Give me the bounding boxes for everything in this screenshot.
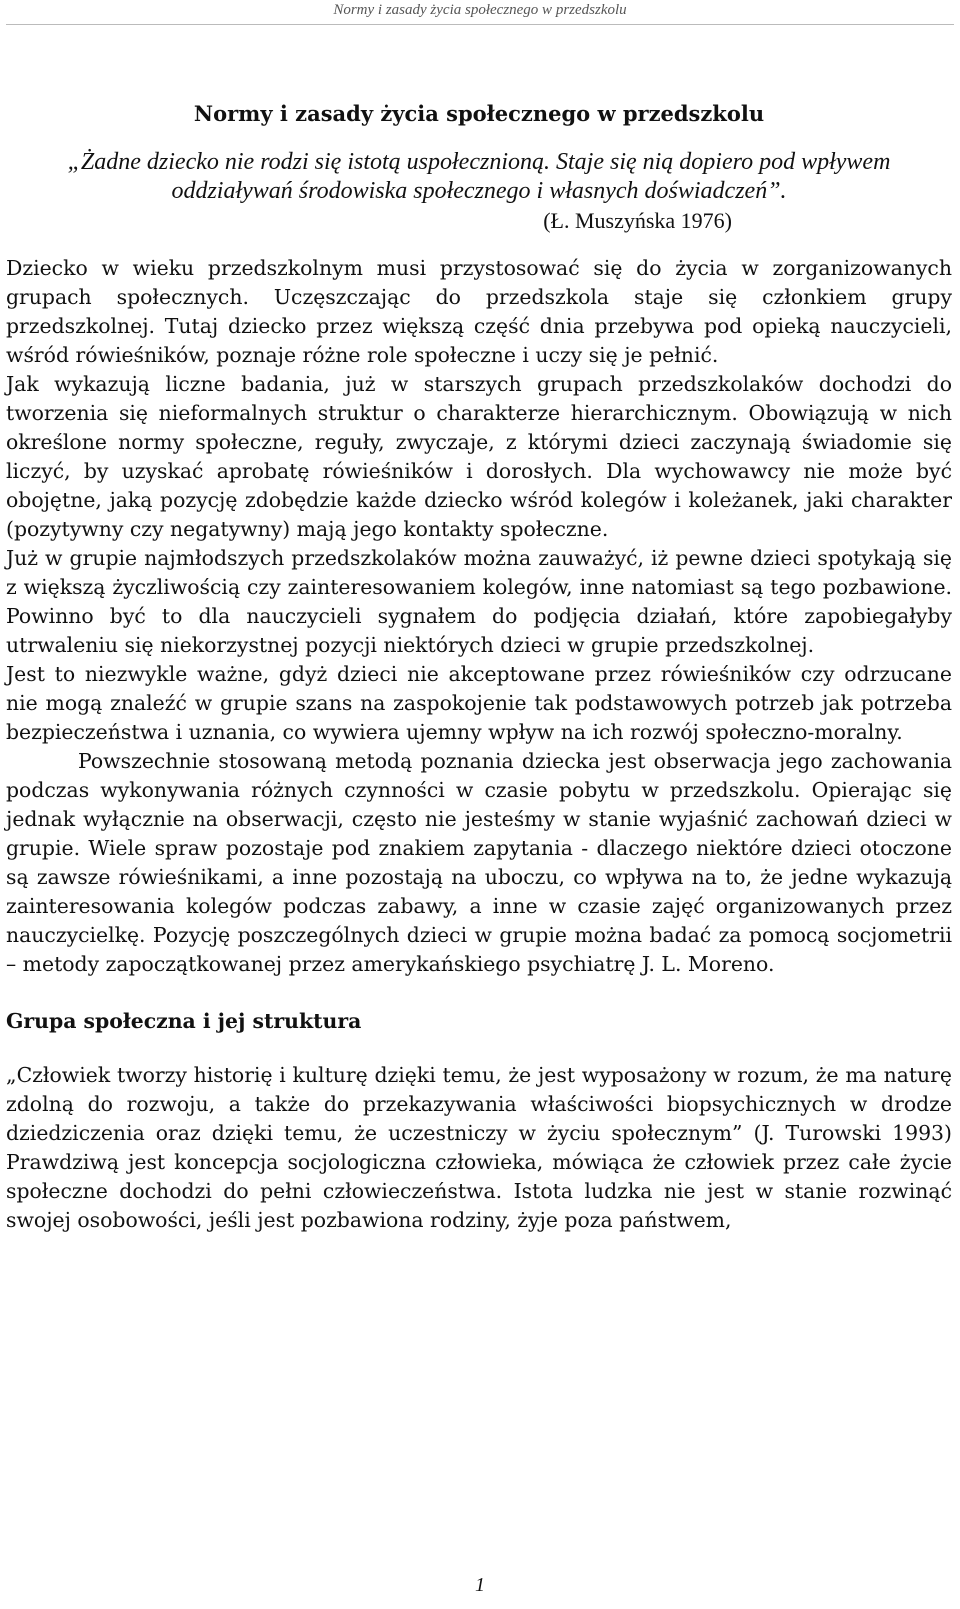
document-title: Normy i zasady życia społecznego w przedszkolu: [193, 101, 765, 126]
paragraph-observation: Powszechnie stosowaną metodą poznania dziecka jest obserwacja jego zachowania podczas wykonywania różnych czynności w czasie pobytu w przedszkolu. Opierając się jednak wyłącznie na obserwacji, często nie jesteśmy w stanie wyjaśnić zachowań dzieci w grupie. Wiele spraw pozostaje pod znakiem zapytania - dlaczego niektóre dzieci otoczone są zawsze rówieśnikami, a inne pozostają na uboczu, co wpływa na to, że jedne wykazują zainteresowania kolegów podczas zabawy, a inne w czasie zajęć organizowanych przez nauczycielkę. Pozycję poszczególnych dzieci w grupie można badać za pomocą socjometrii – metody zapoczątkowanej przez amerykańskiego psychiatrę J. L. Moreno.: [6, 749, 952, 976]
page-number: 1: [475, 1574, 485, 1596]
paragraph-research: Jak wykazują liczne badania, już w starszych grupach przedszkolaków dochodzi do tworzenia się nieformalnych struktur o charakterze hierarchicznym. Obowiązują w nich określone normy społeczne, reguły, zwyczaje, z którymi dzieci zaczynają świadomie się liczyć, by uzyskać aprobatę rówieśników i dorosłych. Dla wychowawcy nie może być obojętne, jaką pozycję zdobędzie każde dziecko wśród kolegów i koleżanek, jaki charakter (pozytywny czy negatywny) mają jego kontakty społeczne.: [6, 372, 952, 541]
section-heading: Grupa społeczna i jej struktura: [6, 1009, 362, 1033]
paragraph-section: „Człowiek tworzy historię i kulturę dzięki temu, że jest wyposażony w rozum, że ma naturę zdolną do rozwoju, a także do przekazywania właściwości biopsychicznych w drodze dziedziczenia oraz dzięki temu, że uczestniczy w życiu społecznym” (J. Turowski 1993) Prawdziwą jest koncepcja socjologiczna człowieka, mówiąca że człowiek przez całe życie społeczne dochodzi do pełni człowieczeństwa. Istota ludzka nie jest w stanie rozwinąć swojej osobowości, jeśli jest pozbawiona rodziny, żyje poza państwem,: [6, 1063, 952, 1232]
paragraph-youngest: Już w grupie najmłodszych przedszkolaków można zauważyć, iż pewne dzieci spotykają się z większą życzliwością czy zainteresowaniem kolegów, inne natomiast są tego pozbawione. Powinno być to dla nauczycieli sygnałem do podjęcia działań, które zapobiegałyby utrwaleniu się niekorzystnej pozycji niektórych dzieci w grupie przedszkolnej.: [6, 546, 952, 657]
document-body: [6, 100, 952, 1235]
paragraph-intro: Dziecko w wieku przedszkolnym musi przystosować się do życia w zorganizowanych grupach społecznych. Uczęszczając do przedszkola staje się członkiem grupy przedszkolnej. Tutaj dziecko przez większą część dnia przebywa pod opieką nauczycieli, wśród rówieśników, poznaje różne role społeczne i uczy się je pełnić.: [6, 256, 952, 367]
motto-quote: „Żadne dziecko nie rodzi się istotą uspołecznioną. Staje się nią dopiero pod wpływem oddziaływań środowiska społecznego i własnych doświadczeń”.: [67, 149, 891, 204]
header-divider: [6, 24, 954, 25]
paragraph-importance: Jest to niezwykle ważne, gdyż dzieci nie akceptowane przez rówieśników czy odrzucane nie mogą znaleźć w grupie szans na zaspokojenie tak podstawowych potrzeb jak potrzeba bezpieczeństwa i uznania, co wywiera ujemny wpływ na ich rozwój społeczno-moralny.: [6, 662, 952, 744]
running-header: Normy i zasady życia społecznego w przedszkolu: [333, 2, 627, 18]
motto-source: (Ł. Muszyńska 1976): [543, 208, 732, 233]
